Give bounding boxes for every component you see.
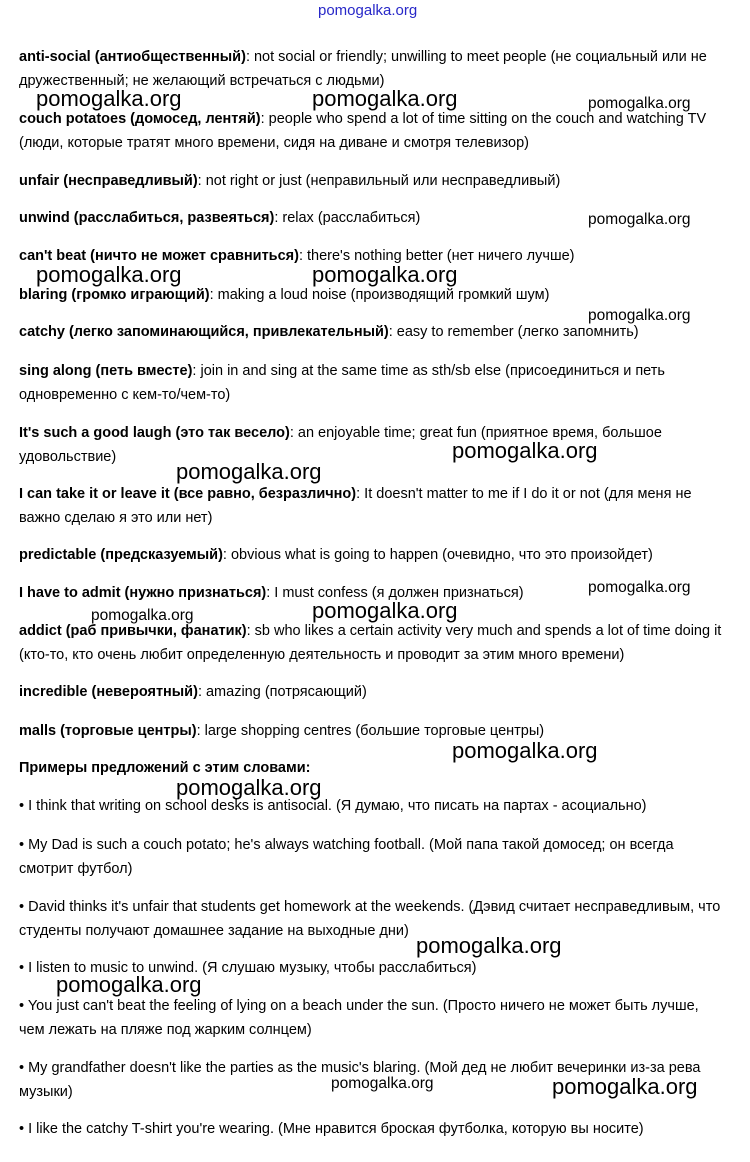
glossary-term: predictable (предсказуемый) [19,547,223,563]
watermark: pomogalka.org [588,211,691,228]
glossary-term: couch potatoes (домосед, лентяй) [19,111,261,127]
glossary-definition: : people who spend a lot of time sitting on the couch and watching TV (люди, которые тратят много времени, сидя на диване и смотря телевизор) [19,111,707,151]
glossary-entry [19,681,724,705]
glossary-definition: : amazing (потрясающий) [197,684,367,700]
glossary-term: blaring (громко играющий) [19,287,210,303]
examples-heading: Примеры предложений с этим словами: [19,760,311,776]
glossary-term: I can take it or leave it (все равно, безразлично) [19,486,357,502]
watermark: pomogalka.org [588,579,691,596]
glossary-term: unfair (несправедливый) [19,173,198,189]
glossary-definition: : not right or just (неправильный или несправедливый) [197,173,561,189]
glossary-definition: : obvious what is going to happen (очевидно, что это произойдет) [222,547,653,563]
example-sentence: • I think that writing on school desks is antisocial. (Я думаю, что писать на партах - асоциально) [19,798,647,814]
watermark: pomogalka.org [452,438,598,463]
watermark: pomogalka.org [552,1074,698,1099]
watermark: pomogalka.org [312,598,458,623]
glossary-definition: : join in and sing at the same time as sth/sb else (присоединиться и петь одновременно с кем-то/чем-то) [19,363,665,403]
glossary-term: It's such a good laugh (это так весело) [19,425,290,441]
glossary-definition: : I must confess (я должен признаться) [266,585,524,601]
glossary-entry [19,620,724,667]
glossary-entry [19,544,724,568]
glossary-definition: : easy to remember (легко запомнить) [388,324,639,340]
example-sentence: • My grandfather doesn't like the parties as the music's blaring. (Мой дед не любит вечеринки из-за рева музыки) [19,1060,701,1100]
example-sentence: • My Dad is such a couch potato; he's always watching football. (Мой папа такой домосед; он всегда смотрит футбол) [19,837,674,877]
glossary-definition: : relax (расслабиться) [274,210,421,226]
glossary-definition: : large shopping centres (большие торговые центры) [196,723,545,739]
watermark: pomogalka.org [331,1075,434,1092]
example-sentence: • I like the catchy T-shirt you're wearing. (Мне нравится броская футболка, которую вы носите) [19,1121,644,1137]
watermark: pomogalka.org [588,307,691,324]
example-sentence: • I listen to music to unwind. (Я слушаю музыку, чтобы расслабиться) [19,960,477,976]
glossary-term: malls (торговые центры) [19,723,197,739]
glossary-entry [19,360,724,407]
glossary-term: sing along (петь вместе) [19,363,193,379]
watermark: pomogalka.org [312,86,458,111]
glossary-definition: : sb who likes a certain activity very much and spends a lot of time doing it (кто-то, кто очень любит определенную деятельность и проводит за этим много времени) [19,623,722,663]
watermark: pomogalka.org [452,738,598,763]
glossary-term: catchy (легко запоминающийся, привлекательный) [19,324,389,340]
watermark: pomogalka.org [36,86,182,111]
glossary-definition: : It doesn't matter to me if I do it or not (для меня не важно сделаю я это или нет) [19,486,692,526]
glossary-definition: : there's nothing better (нет ничего лучше) [298,248,575,264]
glossary-definition: : not social or friendly; unwilling to meet people (не социальный или не дружественный; не желающий встречаться с людьми) [19,49,707,89]
glossary-entry [19,422,724,469]
glossary-entry [19,108,724,155]
watermark: pomogalka.org [176,775,322,800]
example-sentence: • David thinks it's unfair that students get homework at the weekends. (Дэвид считает несправедливым, что студенты получают домашнее задание на выходные дни) [19,899,721,939]
glossary-definition: : making a loud noise (производящий громкий шум) [209,287,550,303]
glossary-entry [19,170,724,194]
glossary-term: I have to admit (нужно признаться) [19,585,267,601]
watermark: pomogalka.org [312,262,458,287]
glossary-term: incredible (невероятный) [19,684,198,700]
watermark: pomogalka.org [91,607,194,624]
watermark: pomogalka.org [56,972,202,997]
watermark: pomogalka.org [588,95,691,112]
glossary-definition: : an enjoyable time; great fun (приятное время, большое удовольствие) [19,425,662,465]
glossary-term: can't beat (ничто не может сравниться) [19,248,299,264]
site-link[interactable]: pomogalka.org [318,2,418,19]
watermark: pomogalka.org [416,933,562,958]
glossary-term: addict (раб привычки, фанатик) [19,623,247,639]
glossary-term: anti-social (антиобщественный) [19,49,246,65]
example-sentence: • You just can't beat the feeling of lying on a beach under the sun. (Просто ничего не может быть лучше, чем лежать на пляже под жарким солнцем) [19,998,699,1038]
glossary-entry [19,720,724,744]
glossary-entry [19,483,724,530]
glossary-term: unwind (расслабиться, развеяться) [19,210,275,226]
watermark: pomogalka.org [36,262,182,287]
watermark: pomogalka.org [176,459,322,484]
